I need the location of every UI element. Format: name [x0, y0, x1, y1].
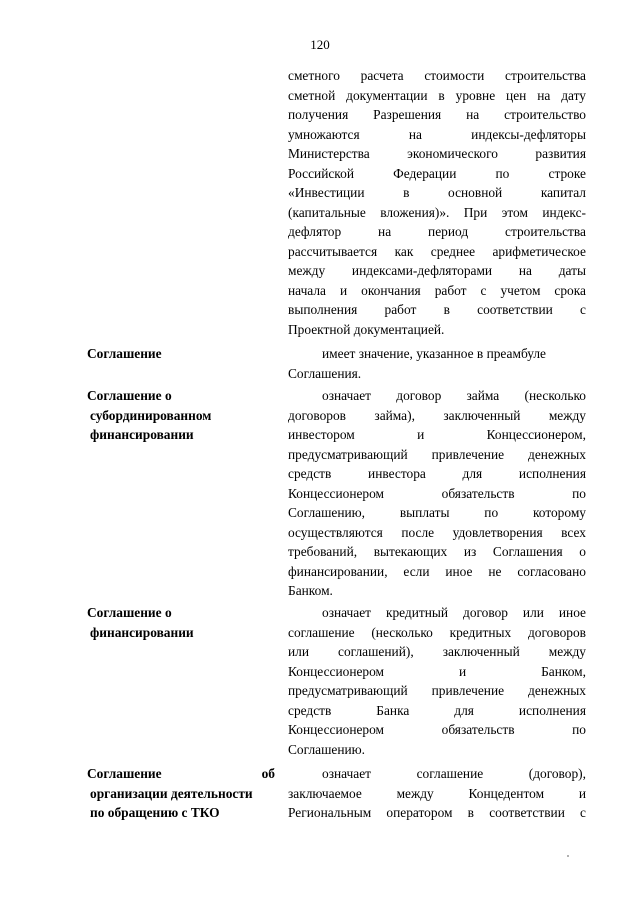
definition-line: соглашение (несколько кредитных договоров	[288, 624, 586, 640]
definition-line: сметного расчета стоимости строительства	[288, 68, 586, 83]
definition-line: между индексами-дефляторами на даты	[288, 263, 586, 278]
definition-line: требований, вытекающих из Соглашения о	[288, 544, 586, 559]
term-line: финансировании	[90, 624, 194, 640]
definition-line: заключаемое между Концедентом и	[288, 785, 586, 801]
definition-line: сметной документации в уровне цен на дату	[288, 87, 586, 103]
definition-line: умножаются на индексы-дефляторы	[288, 126, 586, 142]
definition-soglashenie	[288, 344, 586, 383]
definition-line: инвестором и Концессионером,	[288, 427, 586, 442]
page-number: 120	[310, 37, 330, 52]
definition-tko-agreement	[288, 764, 586, 823]
definition-line: (капитальные вложения)». При этом индекс-	[288, 204, 586, 220]
definition-line: финансировании, если иное не согласовано	[288, 563, 586, 579]
definition-line: Концессионером и Банком,	[288, 663, 586, 679]
definition-line: Министерства экономического развития	[288, 146, 586, 161]
definition-line: средств инвестора для исполнения	[288, 466, 586, 481]
definition-line: Соглашению, выплаты по которому	[288, 505, 586, 520]
term-line: Соглашение о	[87, 388, 172, 403]
definition-line: Концессионером обязательств по	[288, 722, 586, 737]
term-line: Соглашение	[87, 346, 162, 361]
definition-line: начала и окончания работ с учетом срока	[288, 282, 586, 298]
scan-speck	[567, 855, 569, 857]
definition-line: Проектной документацией.	[288, 321, 445, 337]
definition-line: имеет значение, указанное в преамбуле	[322, 346, 546, 361]
definition-subordinated-financing	[288, 386, 586, 601]
definition-line: Соглашения.	[288, 365, 362, 381]
definition-line: означает кредитный договор или иное	[322, 605, 586, 620]
definition-line: предусматривающий привлечение денежных	[288, 446, 586, 462]
term-financing-agreement	[87, 603, 277, 642]
definition-line: Соглашению.	[288, 741, 366, 757]
term-line: Соглашение о	[87, 605, 172, 620]
definition-line: договоров займа), заключенный между	[288, 407, 586, 423]
definition-line: означает соглашение (договор),	[322, 766, 586, 781]
definition-financing-agreement	[288, 603, 586, 759]
definition-line: означает договор займа (несколько	[322, 388, 586, 403]
term-line: субординированном	[90, 407, 212, 423]
definition-line: Российской Федерации по строке	[288, 165, 586, 181]
term-tko-agreement	[87, 764, 277, 823]
definition-line: осуществляются после удовлетворения всех	[288, 524, 586, 540]
term-subordinated-financing	[87, 386, 277, 445]
definition-line: выполнения работ в соответствии с	[288, 302, 586, 317]
term-line: организации деятельности	[90, 785, 253, 801]
definition-line: предусматривающий привлечение денежных	[288, 683, 586, 698]
definition-line: Концессионером обязательств по	[288, 485, 586, 501]
term-line: по обращению с ТКО	[90, 805, 220, 821]
definition-line: дефлятор на период строительства	[288, 224, 586, 239]
term-line: Соглашение об	[87, 766, 275, 781]
term-line: финансировании	[90, 427, 194, 443]
definition-line: получения Разрешения на строительство	[288, 107, 586, 122]
definition-line: «Инвестиции в основной капитал	[288, 185, 586, 200]
continuation-definition	[288, 66, 586, 339]
definition-line: рассчитывается как среднее арифметическое	[288, 243, 586, 259]
term-soglashenie	[87, 344, 277, 364]
definition-line: Региональным оператором в соответствии с	[288, 805, 586, 820]
definition-line: средств Банка для исполнения	[288, 702, 586, 718]
definition-line: или соглашений), заключенный между	[288, 644, 586, 659]
definition-line: Банком.	[288, 583, 333, 598]
